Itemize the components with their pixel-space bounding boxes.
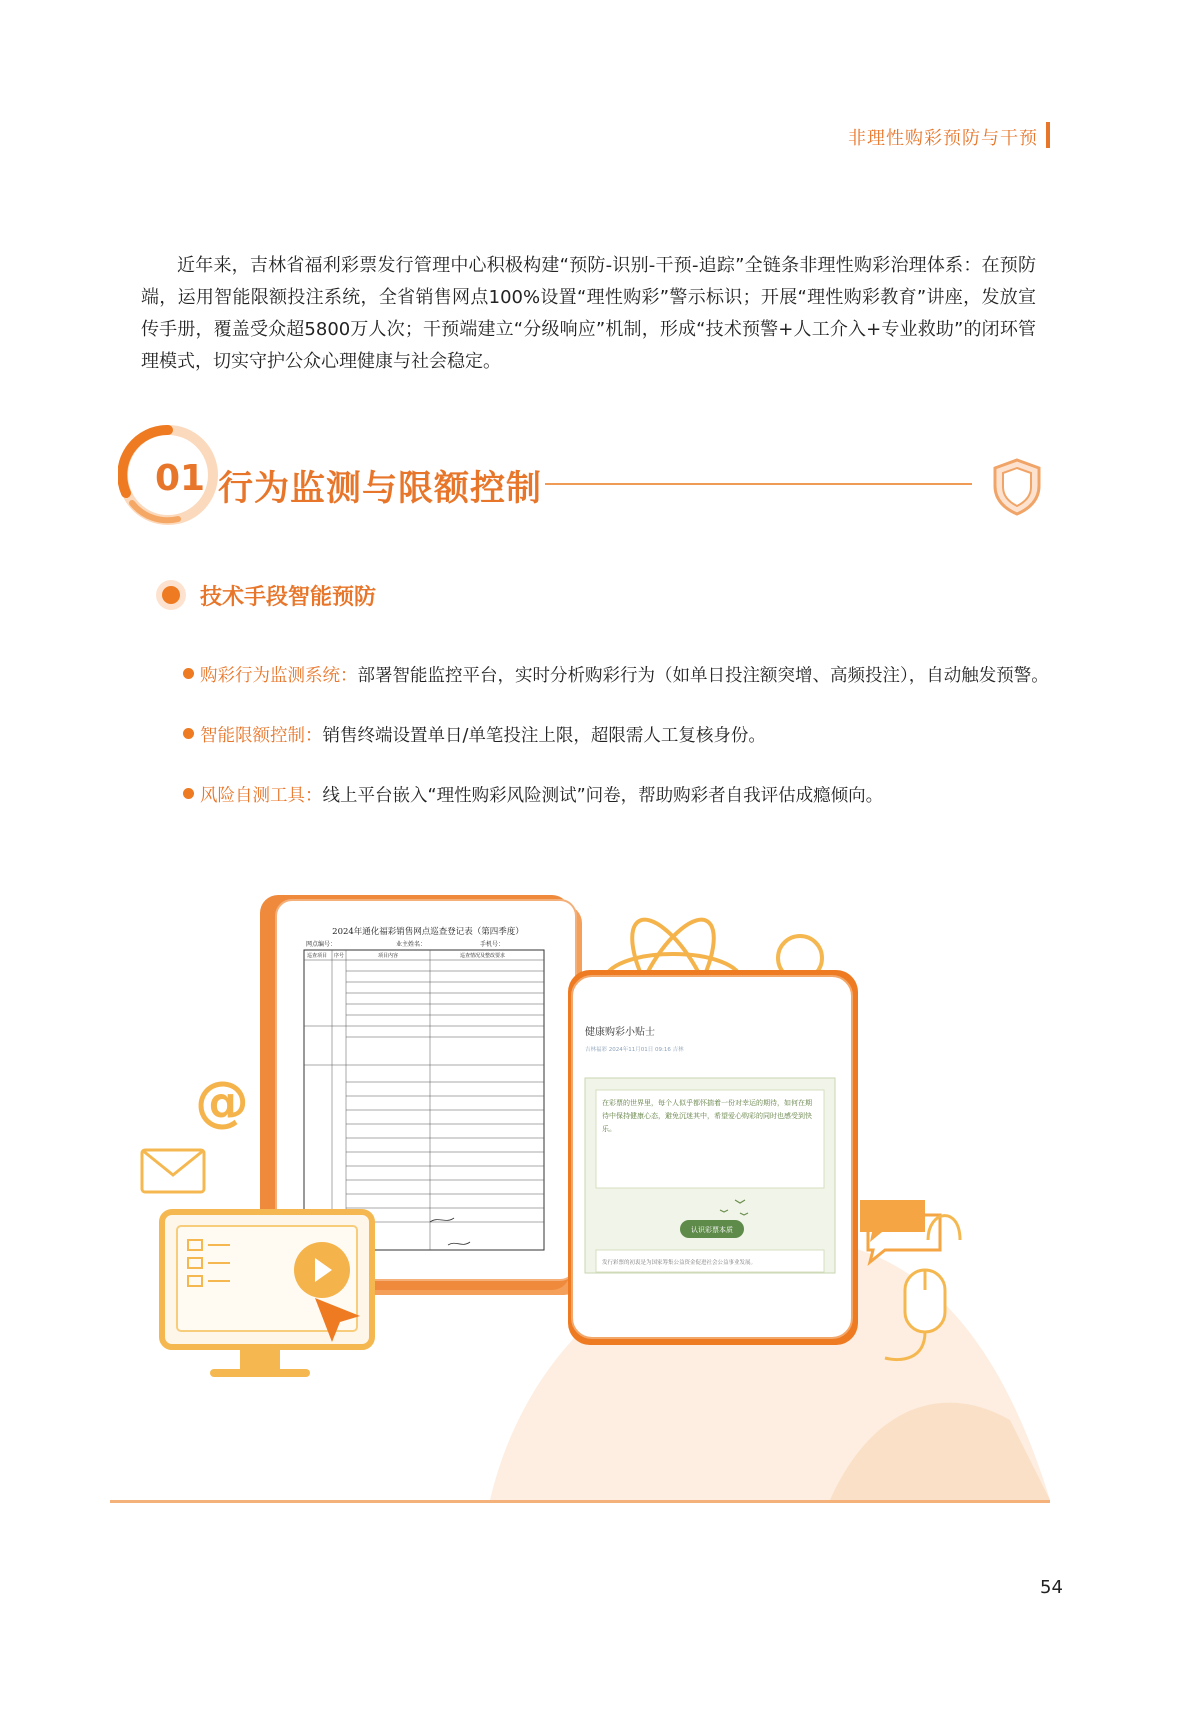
bullet-text: 销售终端设置单日/单笔投注上限，超限需人工复核身份。 bbox=[322, 726, 766, 746]
section-divider bbox=[545, 483, 972, 485]
form-col-item: 巡查项目 bbox=[307, 953, 328, 959]
form-col-check: 巡查情况及整改要求 bbox=[460, 953, 506, 959]
article-footer-text: 发行彩票的初衷是为国家筹集公益资金促进社会公益事业发展。 bbox=[602, 1260, 757, 1266]
form-col-no: 序号 bbox=[334, 953, 345, 959]
header-title: 非理性购彩预防与干预 bbox=[848, 128, 1038, 149]
section-number: 01 bbox=[155, 458, 206, 499]
article-body-text: 在彩票的世界里，每个人似乎都怀揣着一份对幸运的期待，如何在期待中保持健康心态，避免沉迷其中，希望爱心购彩的同时也感受到快乐。 bbox=[602, 1099, 812, 1133]
bullet-item bbox=[200, 722, 766, 747]
form-title: 2024年通化福彩销售网点巡查登记表（第四季度） bbox=[332, 927, 524, 937]
form-field-site: 网点编号： bbox=[306, 941, 337, 948]
section-title: 行为监测与限额控制 bbox=[218, 469, 543, 509]
bullet-text: 部署智能监控平台，实时分析购彩行为（如单日投注额突增、高频投注），自动触发预警。 bbox=[357, 666, 1049, 686]
bullet-item bbox=[200, 662, 1049, 687]
form-field-owner: 业主姓名： bbox=[396, 941, 427, 948]
illustration bbox=[110, 850, 1060, 1510]
form-field-phone: 手机号： bbox=[480, 941, 505, 948]
phone-article-card bbox=[568, 970, 858, 1345]
bullet-dot-icon bbox=[183, 788, 194, 799]
email-icon bbox=[142, 1150, 204, 1192]
subsection-bullet-icon bbox=[156, 580, 186, 610]
monitor-illustration bbox=[162, 1212, 372, 1377]
bullet-dot-icon bbox=[183, 668, 194, 679]
intro-paragraph: 近年来，吉林省福利彩票发行管理中心积极构建“预防-识别-干预-追踪”全链条非理性购彩治理体系：在预防端，运用智能限额投注系统，全省销售网点100%设置“理性购彩”警示标识；开展“理性购彩教育”讲座，发放宣传手册，覆盖受众超5800万人次；干预端建立“分级响应”机制，形成“技术预警+人工介入+专业救助”的闭环管理模式，切实守护公众心理健康与社会稳定。 bbox=[141, 255, 1036, 372]
bullet-label: 智能限额控制： bbox=[200, 726, 323, 746]
bullet-label: 风险自测工具： bbox=[200, 786, 323, 806]
subsection-title: 技术手段智能预防 bbox=[200, 585, 377, 610]
header-bar bbox=[1046, 122, 1050, 148]
bullet-item bbox=[200, 782, 883, 807]
shield-icon bbox=[992, 458, 1042, 516]
bullet-text: 线上平台嵌入“理性购彩风险测试”问卷，帮助购彩者自我评估成瘾倾向。 bbox=[322, 786, 884, 806]
at-sign-icon: @ bbox=[195, 1070, 249, 1133]
bullet-label: 购彩行为监测系统： bbox=[200, 666, 358, 686]
article-meta: 吉林福彩 2024年11月01日 09:16 吉林 bbox=[585, 1047, 684, 1053]
bullet-dot-icon bbox=[183, 728, 194, 739]
form-col-content: 项目内容 bbox=[378, 953, 399, 959]
article-title: 健康购彩小贴士 bbox=[585, 1027, 655, 1038]
page-number: 54 bbox=[1040, 1577, 1063, 1598]
article-button-label: 认识彩票本质 bbox=[691, 1226, 733, 1234]
